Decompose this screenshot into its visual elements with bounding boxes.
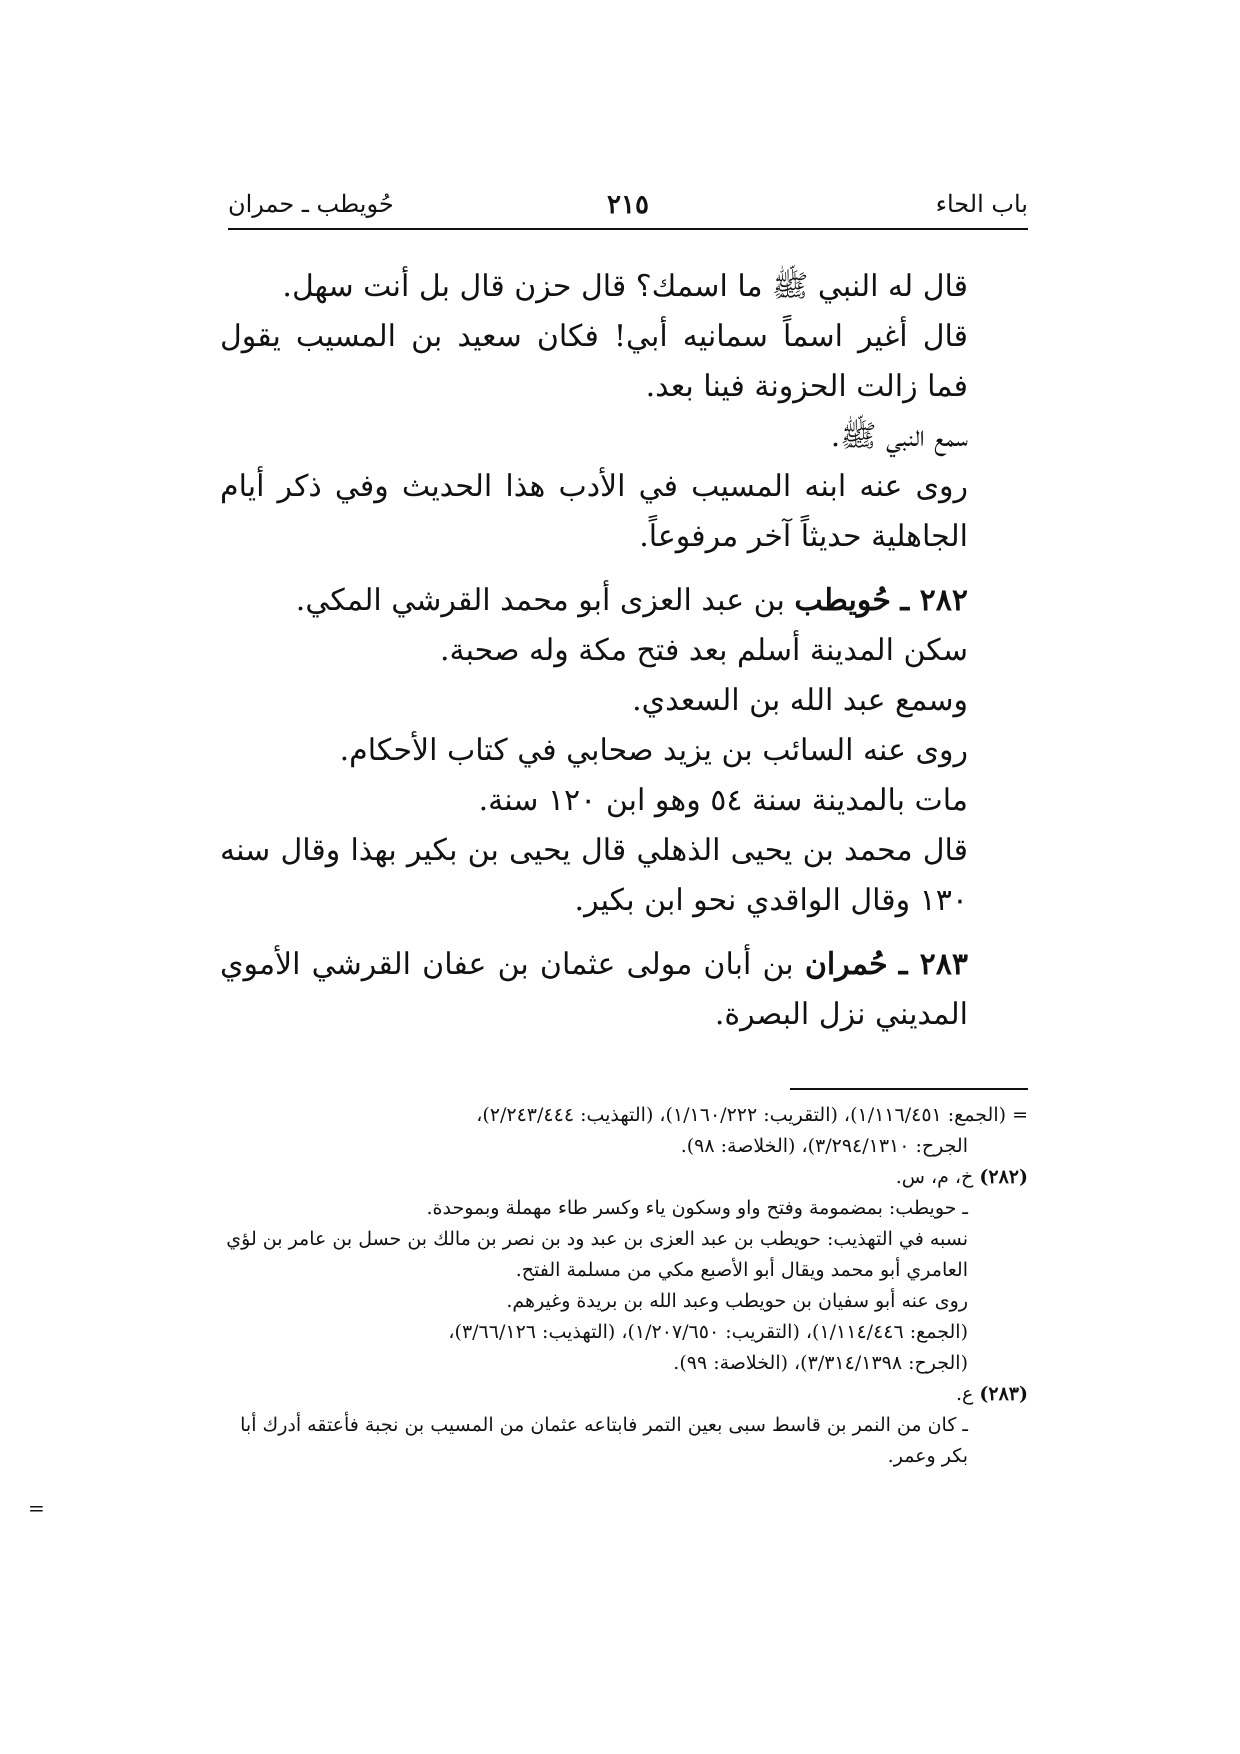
footnote-line	[220, 1100, 1028, 1131]
entry-heading-text: بن عبد العزى أبو محمد القرشي المكي.	[295, 583, 785, 618]
main-text	[220, 262, 1028, 1040]
footnote-text: (الجمع: ١/١١٦/٤٥١)، (التقريب: ١/١٦٠/٢٢٢)، (التهذيب: ٢/٢٤٣/٤٤٤)،	[476, 1104, 1007, 1126]
footnote-line	[220, 1162, 1028, 1193]
header-rule	[228, 228, 1028, 230]
chapter-title: باب الحاء	[935, 190, 1028, 218]
footnote-rule	[790, 1088, 1028, 1090]
footnote-number: (٢٨٢)	[979, 1166, 1028, 1188]
entry-name: حُمران	[804, 947, 888, 982]
entry-number: ٢٨٢ ـ	[900, 583, 968, 618]
footnote-line	[220, 1379, 1028, 1410]
page-header	[228, 190, 1028, 230]
footnote-text: خ، م، س.	[895, 1166, 974, 1188]
footnote-line: (الجرح: ٣/٣١٤/١٣٩٨)، (الخلاصة: ٩٩).	[673, 1352, 968, 1374]
entry-283-heading	[220, 940, 1028, 1040]
footnote-line: نسبه في التهذيب: حويطب بن عبد العزى بن عبد ود بن نصر بن مالك بن حسل بن عامر بن لؤي العامري أبو محمد ويقال أبو الأصبع مكي من مسلمة الفتح.	[226, 1228, 968, 1281]
running-title: حُويطب ـ حمران	[228, 190, 394, 218]
text-line: سكن المدينة أسلم بعد فتح مكة وله صحبة.	[440, 633, 968, 668]
footnote-line: الجرح: ٣/٢٩٤/١٣١٠)، (الخلاصة: ٩٨).	[680, 1135, 968, 1157]
text-line: وسمع عبد الله بن السعدي.	[632, 683, 968, 718]
entry-number: ٢٨٣ ـ	[898, 947, 968, 982]
continuation-mark: =	[1012, 1104, 1028, 1126]
footnote-line: (الجمع: ١/١١٤/٤٤٦)، (التقريب: ١/٢٠٧/٦٥٠)، (التهذيب: ٣/٦٦/١٢٦)،	[448, 1321, 968, 1343]
text-line: سمع النبي ﷺ.	[830, 419, 968, 454]
text-line: قال محمد بن يحيى الذهلي قال يحيى بن بكير بهذا وقال سنه ١٣٠ وقال الواقدي نحو ابن بكير.	[220, 833, 968, 918]
continuation-mark: =	[28, 1496, 45, 1520]
entry-282-heading	[220, 576, 1028, 626]
text-line: قال له النبي ﷺ ما اسمك؟ قال حزن قال بل أنت سهل.	[282, 269, 968, 304]
footnote-text: ع.	[955, 1383, 974, 1405]
text-line: قال أغير اسماً سمانيه أبي! فكان سعيد بن المسيب يقول فما زالت الحزونة فينا بعد.	[220, 319, 968, 404]
text-line: مات بالمدينة سنة ٥٤ وهو ابن ١٢٠ سنة.	[478, 783, 968, 818]
footnote-line: روى عنه أبو سفيان بن حويطب وعبد الله بن بريدة وغيرهم.	[506, 1290, 968, 1312]
footnote-line: ـ حويطب: بمضمومة وفتح واو وسكون ياء وكسر طاء مهملة وبموحدة.	[426, 1197, 968, 1219]
text-line: روى عنه السائب بن يزيد صحابي في كتاب الأحكام.	[339, 733, 968, 768]
page-number: ٢١٥	[607, 190, 649, 220]
footnotes	[220, 1100, 1028, 1472]
footnote-line: ـ كان من النمر بن قاسط سبى بعين التمر فابتاعه عثمان من المسيب بن نجبة فأعتقه أدرك أبا بكر وعمر.	[240, 1414, 968, 1467]
footnote-number: (٢٨٣)	[979, 1383, 1028, 1405]
entry-name: حُويطب	[794, 583, 891, 618]
text-line: روى عنه ابنه المسيب في الأدب هذا الحديث وفي ذكر أيام الجاهلية حديثاً آخر مرفوعاً.	[220, 469, 968, 554]
entry-heading-text: بن أبان مولى عثمان بن عفان القرشي الأموي المديني نزل البصرة.	[220, 947, 968, 1032]
